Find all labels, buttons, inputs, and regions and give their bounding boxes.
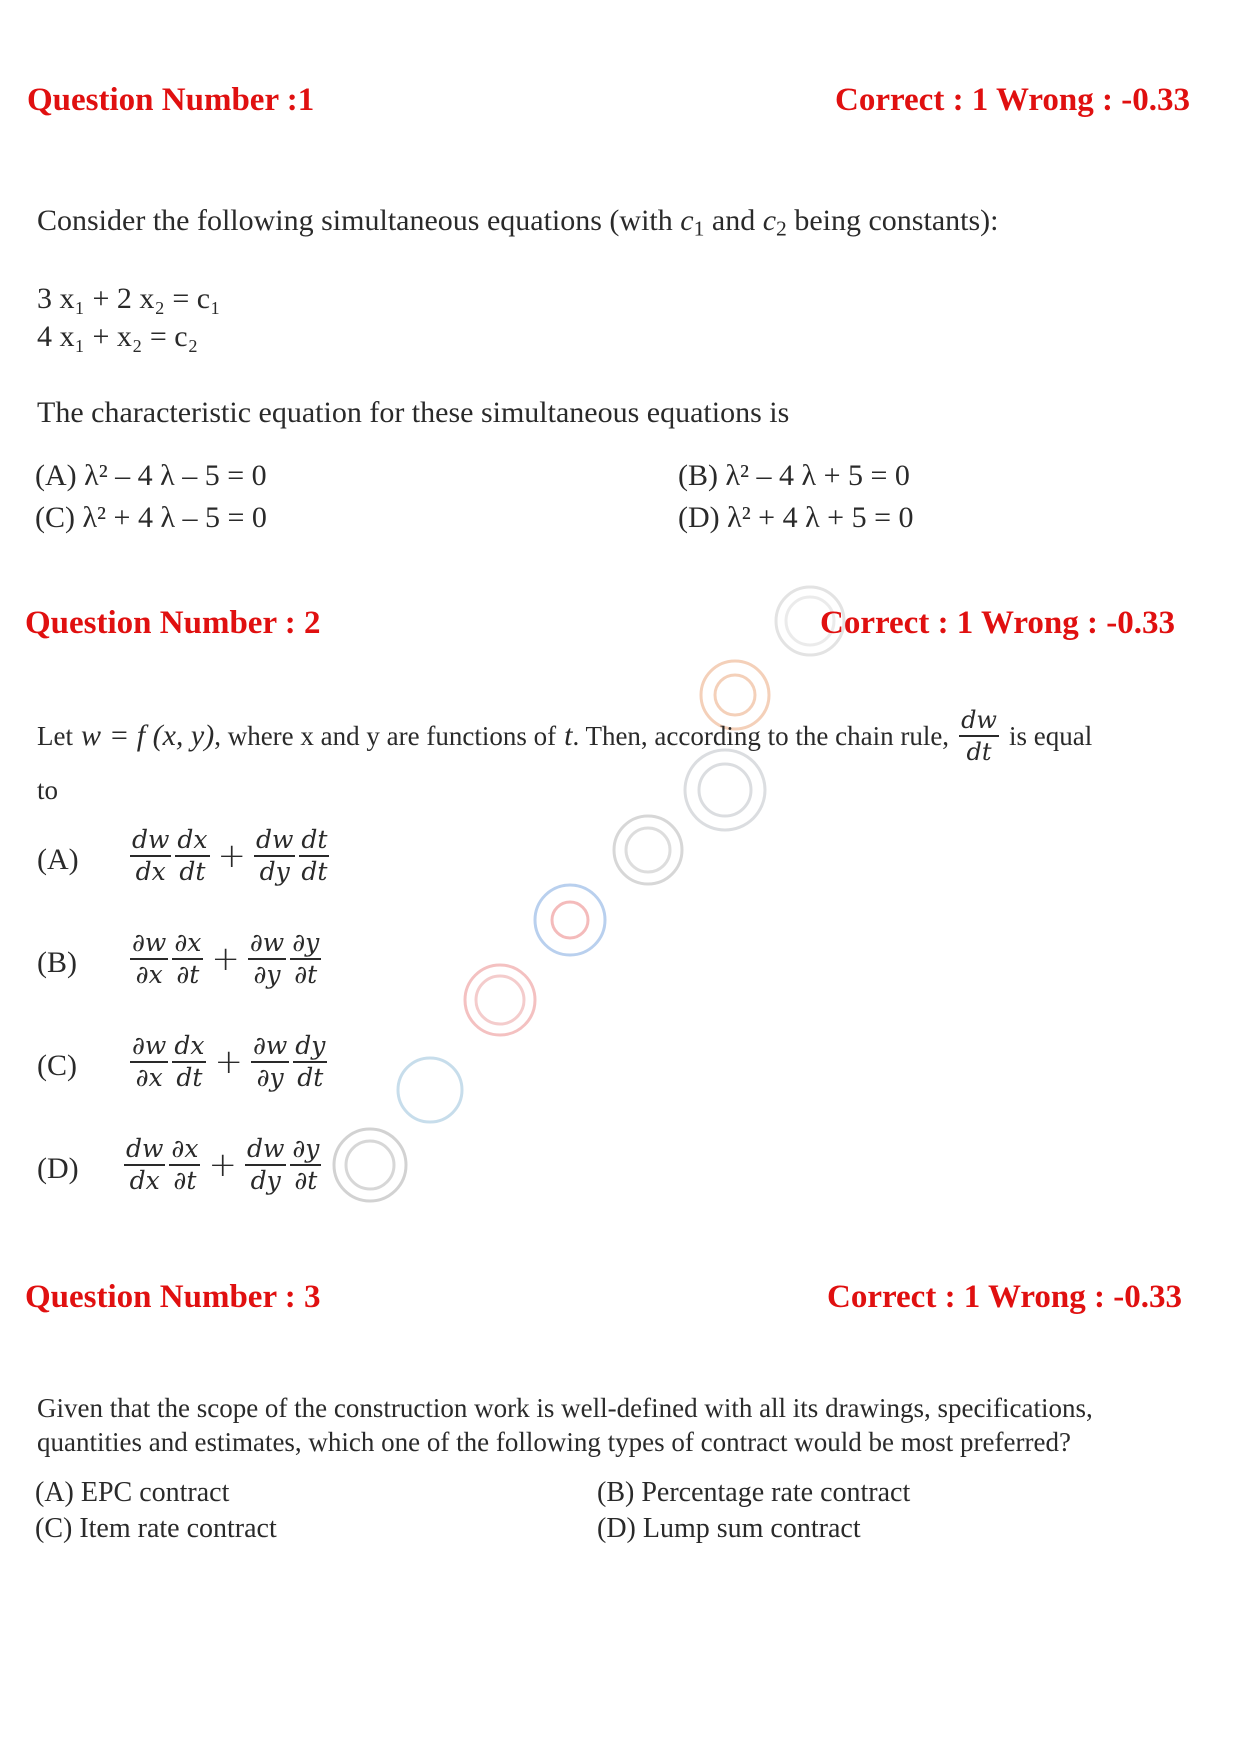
institute-seals-watermark [330,585,850,1205]
q3-stem-line-1: Given that the scope of the construction work is well-defined with all its drawings, specifications, [37,1393,1093,1423]
q2-stem-cont: to [37,775,59,805]
fraction: $\frac{\partial x}{\partial t}$ [171,1134,199,1195]
q1-marks: Correct : 1 Wrong : -0.33 [835,82,1190,118]
fraction: $\frac{dy}{dt}$ [295,1031,326,1092]
q2-dw-dt-fraction: $\frac{dw}{dt}$ [961,706,997,766]
q3-option-c: (C) Item rate contract [35,1513,277,1544]
fraction: $\frac{\partial x}{\partial t}$ [174,928,202,989]
fraction: $\frac{\partial w}{\partial x}$ [132,1031,167,1092]
fraction: $\frac{dw}{dx}$ [132,825,170,886]
q2-option-label: (C) [37,1049,77,1082]
fraction: $\frac{dx}{dt}$ [174,1031,205,1092]
q3-option-d: (D) Lump sum contract [597,1513,861,1544]
q2-option-label: (B) [37,946,77,979]
fraction: $\frac{dt}{dt}$ [301,825,328,886]
q2-option-label: (D) [37,1152,79,1185]
q2-header: Question Number : 2 [25,605,321,641]
fraction: $\frac{\partial y}{\partial t}$ [292,1134,320,1195]
fraction: $\frac{\partial w}{\partial y}$ [249,928,285,989]
fraction: $\frac{dw}{dx}$ [126,1134,164,1195]
q1-equation-2: 4 x₁ + x₂ = c₂ [37,320,199,353]
q1-intro: Consider the following simultaneous equations (with $c_1$ and $c_2$ being constants): [37,204,999,241]
q2-option-label: (A) [37,843,79,876]
fraction: $\frac{dw}{dy}$ [256,825,294,886]
q1-option-b: (B) λ² – 4 λ + 5 = 0 [678,459,910,492]
q2-option-expression [128,1031,329,1093]
q2-marks: Correct : 1 Wrong : -0.33 [820,605,1175,641]
q3-option-b: (B) Percentage rate contract [597,1477,911,1508]
q1-prompt: The characteristic equation for these simultaneous equations is [37,396,790,429]
q2-stem: Let w = f (x, y) , where x and y are functions of t . Then, according to the chain rule, $\frac{dw}{dt}$ is equal [37,706,1093,766]
plus-sign: + [211,939,240,979]
q3-header: Question Number : 3 [25,1279,321,1315]
fraction: $\frac{\partial w}{\partial x}$ [132,928,167,989]
q1-option-c: (C) λ² + 4 λ – 5 = 0 [35,501,267,534]
q3-marks: Correct : 1 Wrong : -0.33 [827,1279,1182,1315]
q3-option-a: (A) EPC contract [35,1477,230,1508]
plus-sign: + [208,1145,237,1185]
plus-sign: + [217,836,247,876]
q1-option-a: (A) λ² – 4 λ – 5 = 0 [35,459,267,492]
q2-option-expression [128,928,323,990]
q2-option-expression [128,825,331,887]
fraction: $\frac{dx}{dt}$ [177,825,208,886]
fraction: $\frac{dw}{dy}$ [246,1134,285,1195]
q1-header: Question Number :1 [27,82,315,118]
q3-stem-line-2: quantities and estimates, which one of the following types of contract would be most preferred? [37,1427,1071,1457]
fraction: $\frac{\partial y}{\partial t}$ [292,928,320,989]
q1-option-d: (D) λ² + 4 λ + 5 = 0 [678,501,914,534]
plus-sign: + [214,1042,243,1082]
q1-equation-1: 3 x₁ + 2 x₂ = c₁ [37,282,221,315]
fraction: $\frac{\partial w}{\partial y}$ [252,1031,288,1092]
q2-option-expression [122,1134,323,1196]
